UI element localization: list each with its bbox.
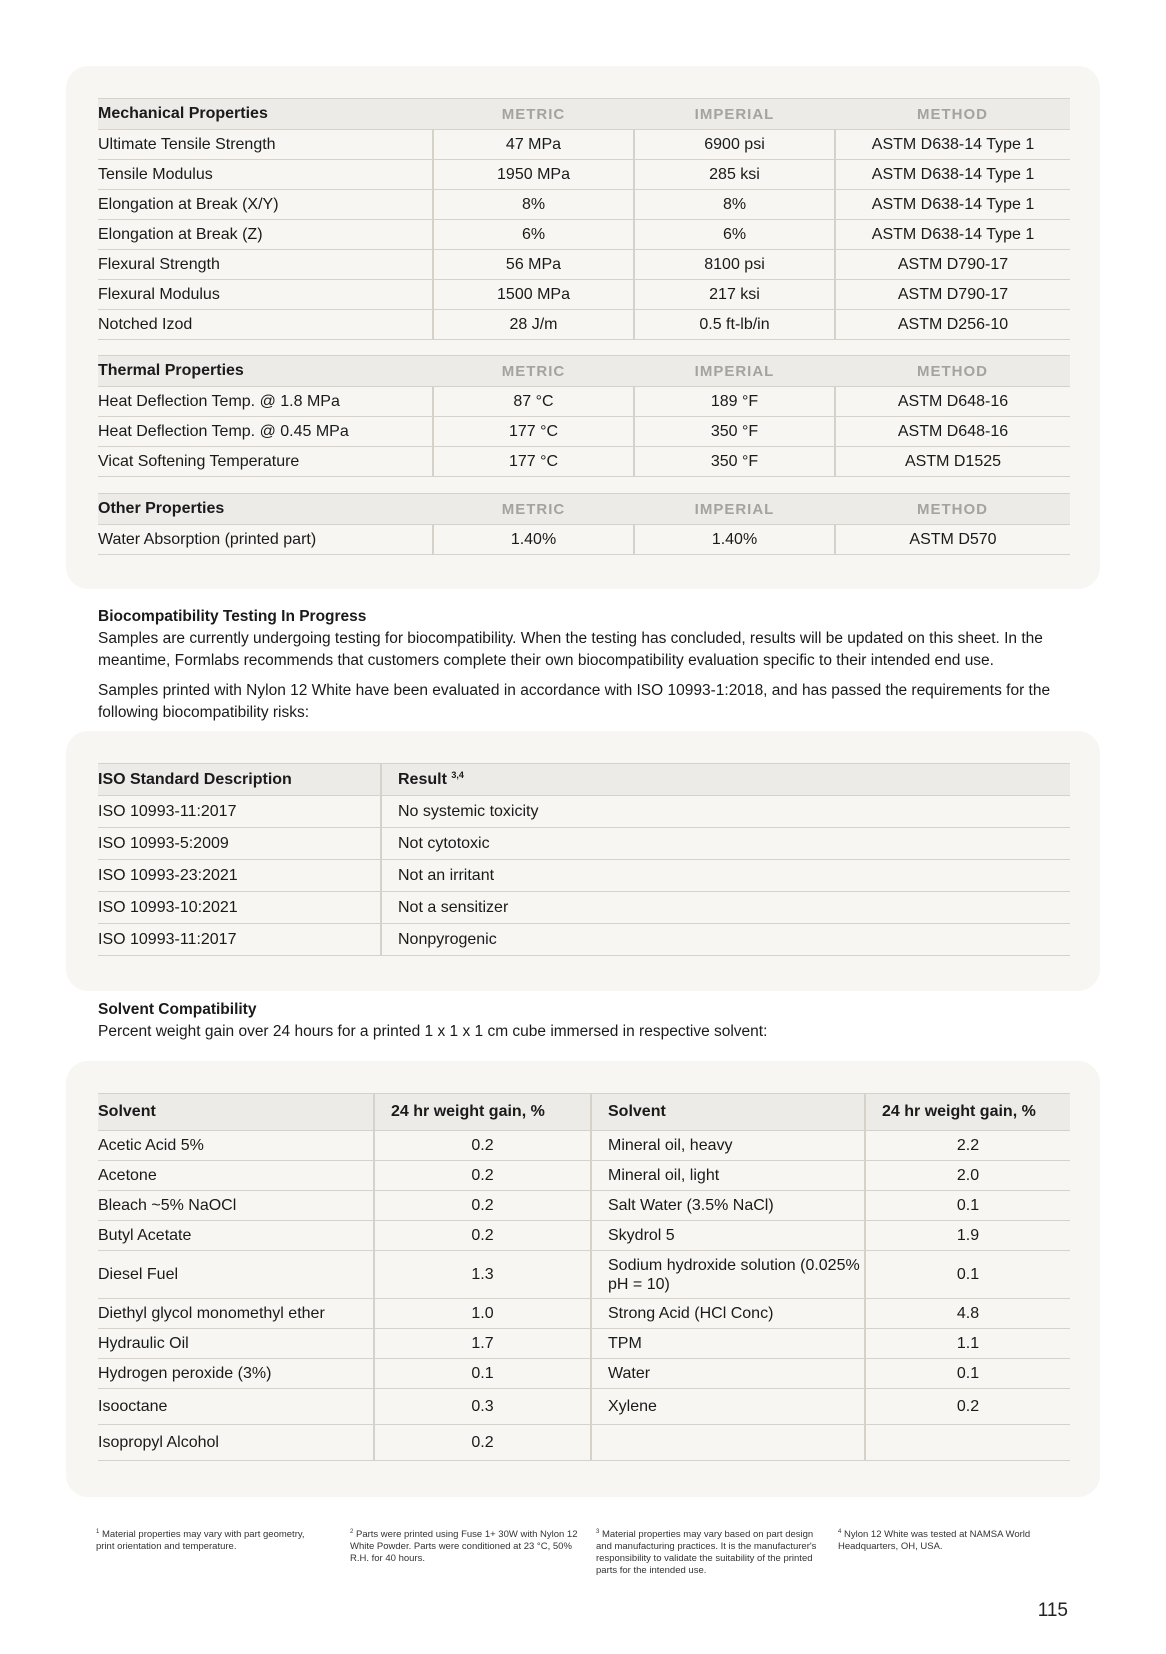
solvent-name: Mineral oil, light [591, 1161, 865, 1191]
method-value: ASTM D790-17 [835, 250, 1070, 280]
solvent-name: Butyl Acetate [98, 1221, 374, 1251]
solvent-name [591, 1425, 865, 1461]
solvent-name: Strong Acid (HCl Conc) [591, 1299, 865, 1329]
col-method: METHOD [835, 99, 1070, 130]
property-name: Tensile Modulus [98, 160, 433, 190]
section-title: Mechanical Properties [98, 99, 433, 130]
table-row [98, 130, 1070, 160]
weight-gain-value: 1.1 [865, 1329, 1070, 1359]
solvent-name: Isooctane [98, 1389, 374, 1425]
biocompatibility-section [98, 606, 1068, 724]
col-standard: ISO Standard Description [98, 764, 381, 796]
table-header-row [98, 1094, 1070, 1131]
solvent-name: Hydraulic Oil [98, 1329, 374, 1359]
thermal-properties-table [98, 355, 1070, 477]
col-weight-gain: 24 hr weight gain, % [865, 1094, 1070, 1131]
metric-value: 1500 MPa [433, 280, 634, 310]
col-weight-gain: 24 hr weight gain, % [374, 1094, 591, 1131]
col-imperial: IMPERIAL [634, 494, 835, 525]
metric-value: 177 °C [433, 417, 634, 447]
footnote-text: Material properties may vary with part geometry, print orientation and temperature. [96, 1529, 305, 1552]
table-row [98, 1329, 1070, 1359]
footnote [596, 1526, 824, 1577]
standard-value: ISO 10993-10:2021 [98, 892, 381, 924]
weight-gain-value: 1.7 [374, 1329, 591, 1359]
metric-value: 28 J/m [433, 310, 634, 340]
table-row [98, 525, 1070, 555]
method-value: ASTM D638-14 Type 1 [835, 130, 1070, 160]
solvent-name: Diethyl glycol monomethyl ether [98, 1299, 374, 1329]
metric-value: 87 °C [433, 387, 634, 417]
mechanical-properties-table [98, 98, 1070, 340]
weight-gain-value: 2.2 [865, 1131, 1070, 1161]
biocompatibility-paragraph: Samples are currently undergoing testing for biocompatibility. When the testing has concluded, results will be updated on this sheet. In the meantime, Formlabs recommends that customers complete their own biocompatibility evaluation specific to their intended end use. [98, 630, 1043, 669]
method-value: ASTM D648-16 [835, 417, 1070, 447]
metric-value: 1.40% [433, 525, 634, 555]
table-row [98, 1251, 1070, 1299]
result-value: No systemic toxicity [381, 796, 1070, 828]
weight-gain-value: 0.3 [374, 1389, 591, 1425]
property-name: Ultimate Tensile Strength [98, 130, 433, 160]
solvent-name: Diesel Fuel [98, 1251, 374, 1299]
property-name: Vicat Softening Temperature [98, 447, 433, 477]
table-row [98, 1131, 1070, 1161]
table-row [98, 190, 1070, 220]
weight-gain-value: 0.2 [374, 1221, 591, 1251]
imperial-value: 6900 psi [634, 130, 835, 160]
solvent-name: Xylene [591, 1389, 865, 1425]
method-value: ASTM D570 [835, 525, 1070, 555]
result-value: Nonpyrogenic [381, 924, 1070, 956]
footnote-number: 2 [350, 1529, 354, 1535]
table-header-row [98, 494, 1070, 525]
method-value: ASTM D648-16 [835, 387, 1070, 417]
result-value: Not cytotoxic [381, 828, 1070, 860]
standard-value: ISO 10993-23:2021 [98, 860, 381, 892]
property-name: Notched Izod [98, 310, 433, 340]
biocompatibility-heading: Biocompatibility Testing In Progress [98, 608, 367, 625]
weight-gain-value: 0.2 [374, 1191, 591, 1221]
property-name: Elongation at Break (X/Y) [98, 190, 433, 220]
table-row [98, 160, 1070, 190]
table-row [98, 1221, 1070, 1251]
table-row [98, 828, 1070, 860]
col-imperial: IMPERIAL [634, 99, 835, 130]
footnote [96, 1526, 316, 1553]
method-value: ASTM D638-14 Type 1 [835, 190, 1070, 220]
solvent-name: TPM [591, 1329, 865, 1359]
biocompatibility-paragraph: Samples printed with Nylon 12 White have been evaluated in accordance with ISO 10993-1:2018, and has passed the requirements for the following biocompatibility risks: [98, 682, 1051, 721]
weight-gain-value: 0.1 [374, 1359, 591, 1389]
weight-gain-value: 0.2 [374, 1425, 591, 1461]
table-row [98, 860, 1070, 892]
footnote-text: Material properties may vary based on part design and manufacturing practices. It is the manufacturer's responsibility to validate the suitability of the printed parts for the intended use. [596, 1529, 817, 1576]
imperial-value: 217 ksi [634, 280, 835, 310]
method-value: ASTM D256-10 [835, 310, 1070, 340]
standard-value: ISO 10993-5:2009 [98, 828, 381, 860]
property-name: Elongation at Break (Z) [98, 220, 433, 250]
standard-value: ISO 10993-11:2017 [98, 924, 381, 956]
col-method: METHOD [835, 356, 1070, 387]
col-solvent: Solvent [591, 1094, 865, 1131]
solvent-name: Salt Water (3.5% NaCl) [591, 1191, 865, 1221]
solvent-panel [66, 1061, 1100, 1497]
imperial-value: 8% [634, 190, 835, 220]
imperial-value: 8100 psi [634, 250, 835, 280]
footnote-number: 1 [96, 1529, 100, 1535]
section-title: Thermal Properties [98, 356, 433, 387]
metric-value: 56 MPa [433, 250, 634, 280]
table-row [98, 1161, 1070, 1191]
imperial-value: 350 °F [634, 447, 835, 477]
solvent-name: Water [591, 1359, 865, 1389]
metric-value: 6% [433, 220, 634, 250]
section-title: Other Properties [98, 494, 433, 525]
table-row [98, 924, 1070, 956]
table-row [98, 280, 1070, 310]
col-metric: METRIC [433, 99, 634, 130]
method-value: ASTM D1525 [835, 447, 1070, 477]
table-row [98, 220, 1070, 250]
table-row [98, 447, 1070, 477]
col-result [381, 764, 1070, 796]
property-name: Flexural Strength [98, 250, 433, 280]
solvent-name: Hydrogen peroxide (3%) [98, 1359, 374, 1389]
col-metric: METRIC [433, 494, 634, 525]
table-row [98, 796, 1070, 828]
solvent-name: Acetone [98, 1161, 374, 1191]
table-row [98, 417, 1070, 447]
table-header-row [98, 356, 1070, 387]
weight-gain-value [865, 1425, 1070, 1461]
table-row [98, 1389, 1070, 1425]
property-name: Heat Deflection Temp. @ 1.8 MPa [98, 387, 433, 417]
method-value: ASTM D638-14 Type 1 [835, 160, 1070, 190]
solvent-name: Sodium hydroxide solution (0.025% pH = 10) [591, 1251, 865, 1299]
solvent-table [98, 1093, 1070, 1461]
imperial-value: 350 °F [634, 417, 835, 447]
solvent-name: Acetic Acid 5% [98, 1131, 374, 1161]
footnote [838, 1526, 1048, 1553]
imperial-value: 1.40% [634, 525, 835, 555]
biocompatibility-panel [66, 731, 1100, 991]
table-header-row [98, 764, 1070, 796]
weight-gain-value: 1.0 [374, 1299, 591, 1329]
footnote [350, 1526, 582, 1565]
solvent-name: Bleach ~5% NaOCl [98, 1191, 374, 1221]
weight-gain-value: 2.0 [865, 1161, 1070, 1191]
weight-gain-value: 0.1 [865, 1251, 1070, 1299]
other-properties-table [98, 493, 1070, 555]
table-header-row [98, 99, 1070, 130]
col-imperial: IMPERIAL [634, 356, 835, 387]
table-row [98, 250, 1070, 280]
property-name: Heat Deflection Temp. @ 0.45 MPa [98, 417, 433, 447]
imperial-value: 6% [634, 220, 835, 250]
footnote-ref: 3,4 [451, 770, 464, 780]
solvent-intro: Percent weight gain over 24 hours for a printed 1 x 1 x 1 cm cube immersed in respective solvent: [98, 1023, 768, 1040]
weight-gain-value: 0.1 [865, 1359, 1070, 1389]
table-row [98, 310, 1070, 340]
solvent-name: Mineral oil, heavy [591, 1131, 865, 1161]
weight-gain-value: 0.1 [865, 1191, 1070, 1221]
page-number: 115 [1037, 1600, 1068, 1621]
biocompatibility-table [98, 763, 1070, 956]
solvent-name: Isopropyl Alcohol [98, 1425, 374, 1461]
metric-value: 8% [433, 190, 634, 220]
table-row [98, 1425, 1070, 1461]
solvent-section [98, 999, 1068, 1043]
solvent-name: Skydrol 5 [591, 1221, 865, 1251]
metric-value: 47 MPa [433, 130, 634, 160]
imperial-value: 285 ksi [634, 160, 835, 190]
metric-value: 177 °C [433, 447, 634, 477]
result-value: Not an irritant [381, 860, 1070, 892]
property-name: Flexural Modulus [98, 280, 433, 310]
method-value: ASTM D638-14 Type 1 [835, 220, 1070, 250]
col-result-label: Result [398, 771, 447, 788]
footnote-text: Nylon 12 White was tested at NAMSA World Headquarters, OH, USA. [838, 1529, 1031, 1552]
weight-gain-value: 0.2 [865, 1389, 1070, 1425]
col-metric: METRIC [433, 356, 634, 387]
table-row [98, 892, 1070, 924]
solvent-heading: Solvent Compatibility [98, 1001, 257, 1018]
result-value: Not a sensitizer [381, 892, 1070, 924]
property-name: Water Absorption (printed part) [98, 525, 433, 555]
weight-gain-value: 1.3 [374, 1251, 591, 1299]
properties-panel [66, 66, 1100, 589]
weight-gain-value: 4.8 [865, 1299, 1070, 1329]
table-row [98, 387, 1070, 417]
standard-value: ISO 10993-11:2017 [98, 796, 381, 828]
col-method: METHOD [835, 494, 1070, 525]
footnote-number: 4 [838, 1529, 842, 1535]
weight-gain-value: 0.2 [374, 1161, 591, 1191]
imperial-value: 0.5 ft-lb/in [634, 310, 835, 340]
metric-value: 1950 MPa [433, 160, 634, 190]
imperial-value: 189 °F [634, 387, 835, 417]
weight-gain-value: 1.9 [865, 1221, 1070, 1251]
weight-gain-value: 0.2 [374, 1131, 591, 1161]
table-row [98, 1359, 1070, 1389]
method-value: ASTM D790-17 [835, 280, 1070, 310]
col-solvent: Solvent [98, 1094, 374, 1131]
table-row [98, 1191, 1070, 1221]
table-row [98, 1299, 1070, 1329]
footnote-text: Parts were printed using Fuse 1+ 30W with Nylon 12 White Powder. Parts were conditioned at 23 °C, 50% R.H. for 40 hours. [350, 1529, 578, 1564]
footnote-number: 3 [596, 1529, 600, 1535]
